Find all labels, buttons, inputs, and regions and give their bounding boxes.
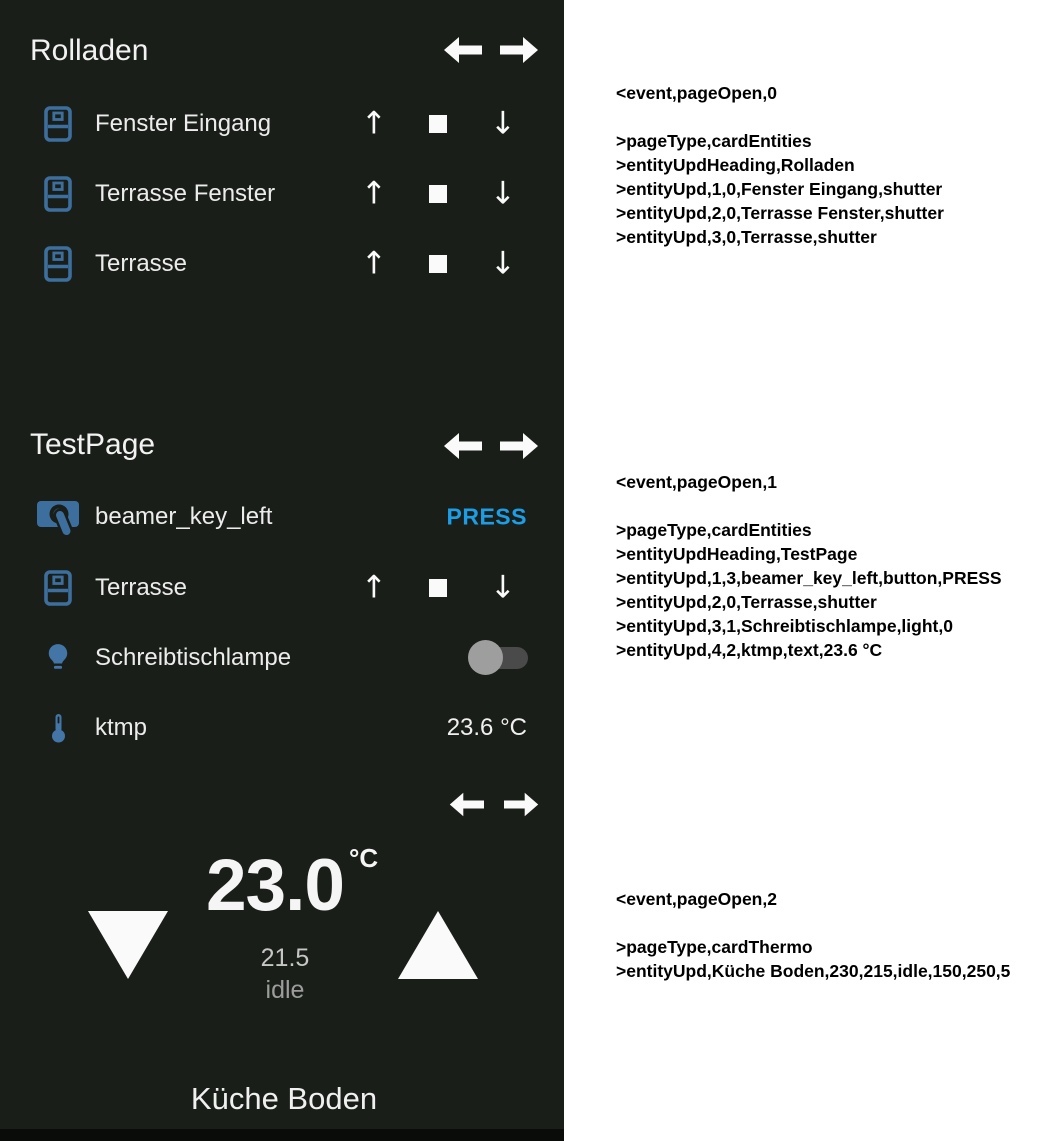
window-shutter-icon (35, 106, 81, 142)
stop-icon (429, 255, 447, 273)
card2-nav-arrows (442, 430, 540, 467)
arrow-right-icon (500, 433, 538, 459)
entity-row-beamer-key-left (0, 482, 564, 552)
entity-label: ktmp (95, 714, 148, 741)
window-shutter-icon (35, 246, 81, 282)
log-block-page1 (616, 470, 1002, 662)
log-line: >entityUpd,1,3,beamer_key_left,button,PRESS (616, 568, 1002, 588)
log-line: <event,pageOpen,0 (616, 83, 777, 103)
stop-icon (429, 185, 447, 203)
log-block-page0 (616, 81, 944, 249)
press-button[interactable]: PRESS (446, 503, 527, 530)
temp-decrease-button[interactable] (88, 911, 168, 984)
stop-icon (429, 115, 447, 133)
entity-row-schreibtischlampe (0, 623, 564, 693)
card-title-testpage: TestPage (30, 428, 156, 461)
entity-label: Terrasse (95, 250, 188, 277)
arrow-right-icon (500, 37, 538, 63)
shutter-down-button[interactable]: ↓ (490, 175, 516, 212)
window-shutter-icon (35, 570, 81, 606)
card1-nav-arrows (442, 34, 540, 71)
thermo-unit: °C (349, 843, 379, 873)
toggle-knob (468, 640, 503, 675)
shutter-down-button[interactable]: ↓ (490, 245, 516, 282)
gesture-tap-button-icon (35, 495, 81, 539)
arrow-left-icon (450, 793, 484, 816)
light-toggle-switch[interactable] (468, 640, 528, 676)
shutter-stop-button[interactable] (420, 174, 456, 214)
log-line (616, 105, 944, 129)
page-next-button[interactable] (500, 430, 540, 467)
arrow-right-icon (504, 793, 538, 816)
log-line: >pageType,cardEntities (616, 131, 812, 151)
log-line: >pageType,cardEntities (616, 520, 812, 540)
page-next-button[interactable] (500, 34, 540, 71)
entity-row-terrasse-fenster (0, 159, 564, 229)
shutter-up-button[interactable]: ↑ (361, 569, 387, 606)
page-prev-button[interactable] (442, 34, 482, 71)
entity-label: Terrasse Fenster (95, 180, 276, 207)
log-line (616, 494, 1002, 518)
log-line: >entityUpd,Küche Boden,230,215,idle,150,250,5 (616, 961, 1011, 981)
log-line: <event,pageOpen,2 (616, 889, 777, 909)
page-prev-button[interactable] (442, 430, 482, 467)
log-line: >pageType,cardThermo (616, 937, 813, 957)
temperature-value: 23.6 °C (446, 714, 527, 741)
shutter-stop-button[interactable] (420, 244, 456, 284)
log-line: <event,pageOpen,1 (616, 472, 777, 492)
panel-bottom-strip (0, 1129, 564, 1141)
arrow-left-icon (444, 37, 482, 63)
log-line: >entityUpdHeading,TestPage (616, 544, 858, 564)
thermometer-icon (35, 713, 81, 743)
card-title-rolladen: Rolladen (30, 34, 149, 67)
thermo-state: idle (265, 976, 305, 1004)
log-line: >entityUpd,2,0,Terrasse,shutter (616, 592, 877, 612)
log-line (616, 911, 1010, 935)
shutter-down-button[interactable]: ↓ (490, 105, 516, 142)
page-next-button[interactable] (504, 790, 540, 824)
shutter-up-button[interactable]: ↑ (361, 175, 387, 212)
log-line: >entityUpd,3,1,Schreibtischlampe,light,0 (616, 616, 953, 636)
triangle-up-icon (398, 911, 478, 979)
shutter-down-button[interactable]: ↓ (490, 569, 516, 606)
entity-row-ktmp (0, 693, 564, 763)
window-shutter-icon (35, 176, 81, 212)
temp-increase-button[interactable] (398, 911, 478, 984)
thermo-entity-name: Küche Boden (190, 1081, 378, 1116)
page-prev-button[interactable] (448, 790, 484, 824)
log-line: >entityUpd,3,0,Terrasse,shutter (616, 227, 877, 247)
entity-row-fenster-eingang (0, 89, 564, 159)
entity-row-terrasse (0, 229, 564, 299)
log-line: >entityUpd,4,2,ktmp,text,23.6 °C (616, 640, 883, 660)
shutter-stop-button[interactable] (420, 104, 456, 144)
log-line: >entityUpd,1,0,Fenster Eingang,shutter (616, 179, 943, 199)
entity-label: Schreibtischlampe (95, 644, 292, 671)
arrow-left-icon (444, 433, 482, 459)
thermo-target-temp: 21.5 (260, 944, 310, 972)
triangle-down-icon (88, 911, 168, 979)
shutter-up-button[interactable]: ↑ (361, 245, 387, 282)
entity-label: Fenster Eingang (95, 110, 272, 137)
thermo-current-temp: 23.0 (205, 845, 345, 926)
entity-label: beamer_key_left (95, 503, 273, 530)
log-line: >entityUpd,2,0,Terrasse Fenster,shutter (616, 203, 944, 223)
shutter-up-button[interactable]: ↑ (361, 105, 387, 142)
entity-label: Terrasse (95, 574, 188, 601)
log-line: >entityUpdHeading,Rolladen (616, 155, 855, 175)
entity-row-terrasse-2 (0, 553, 564, 623)
log-block-page2 (616, 887, 1010, 983)
card3-nav-arrows (448, 790, 540, 824)
lightbulb-icon (35, 643, 81, 673)
shutter-stop-button[interactable] (420, 568, 456, 608)
stop-icon (429, 579, 447, 597)
